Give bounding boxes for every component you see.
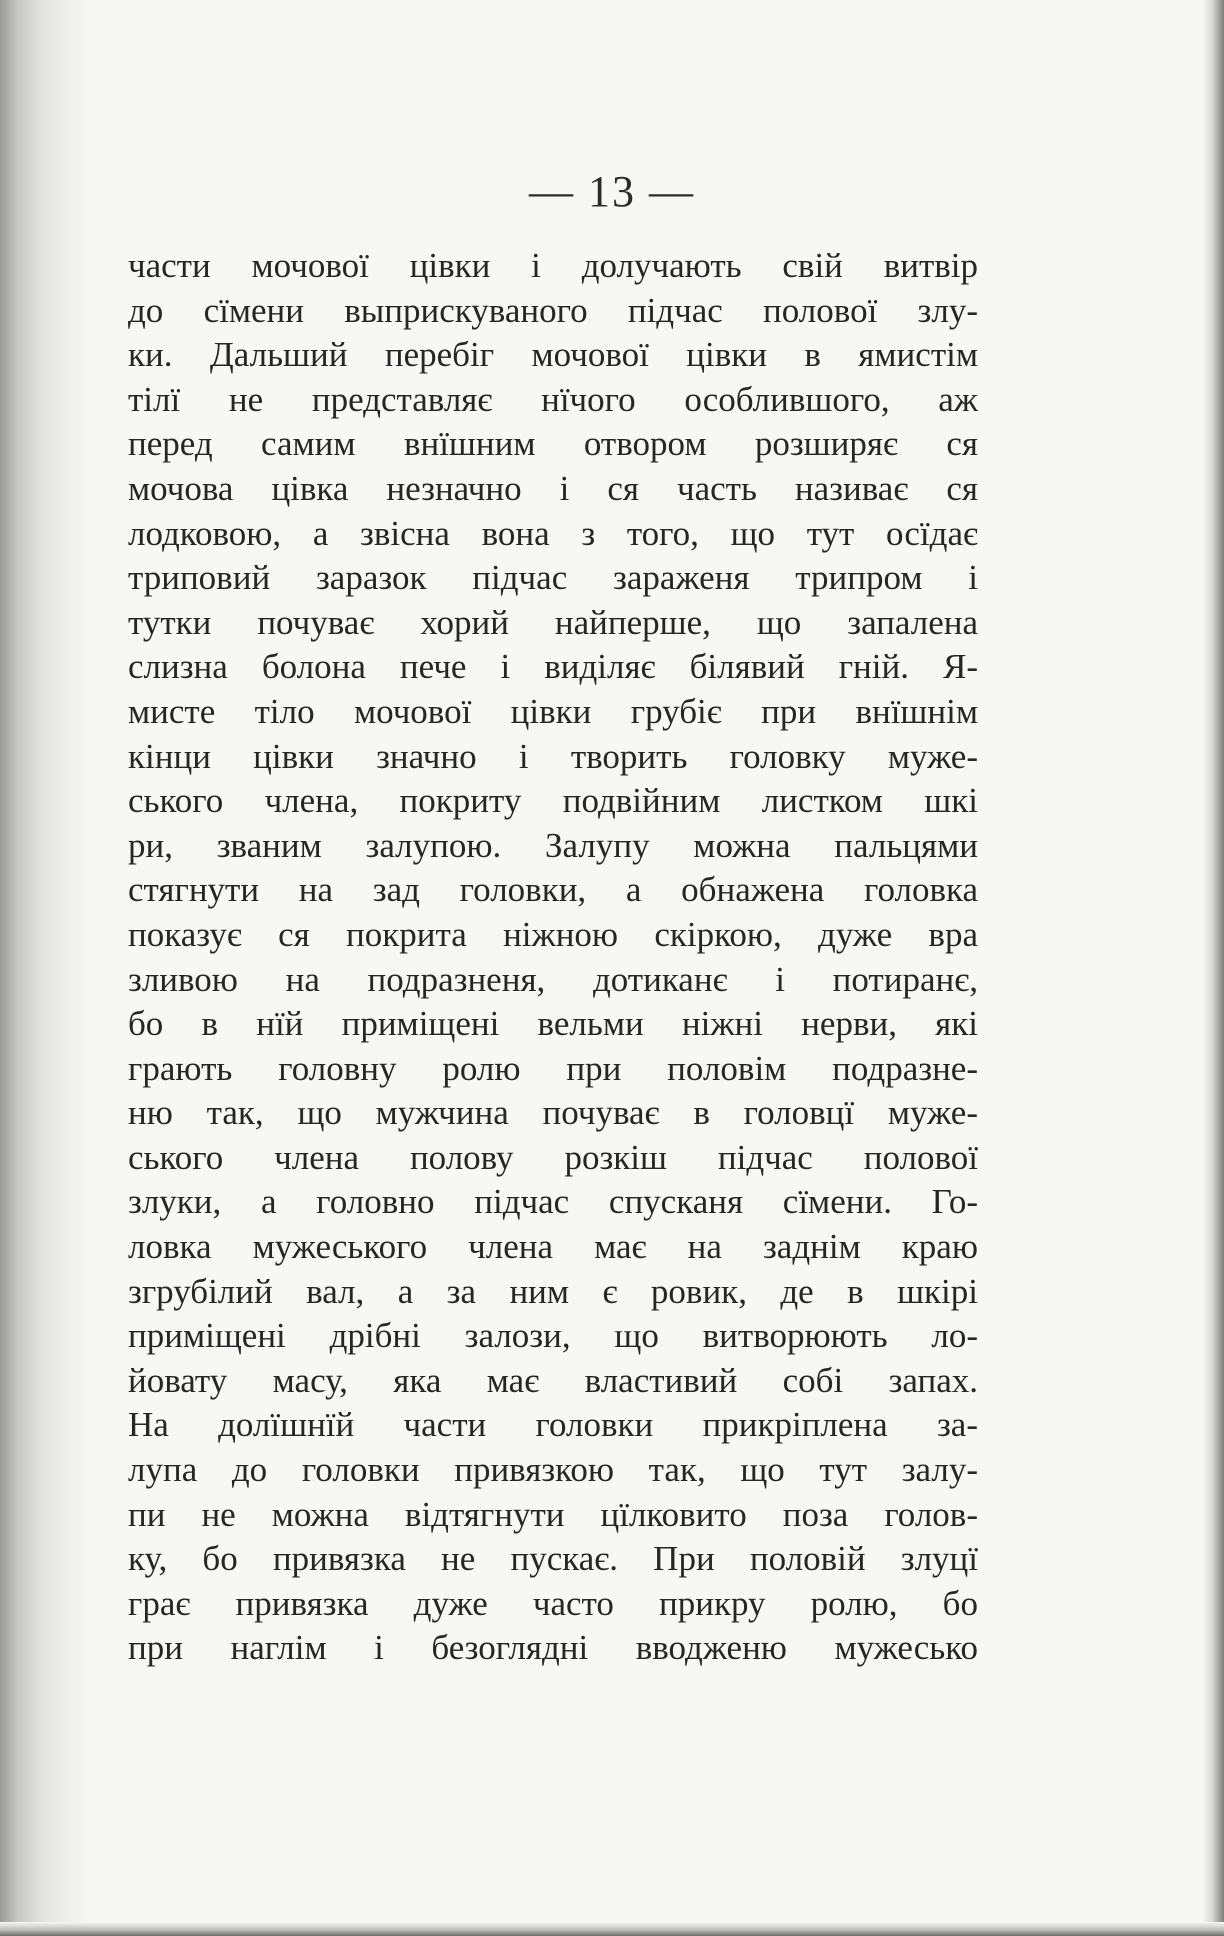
text-line-20: ню так, що мужчина почуває в головцї муже-	[128, 1093, 978, 1133]
text-line-24: згрубілий вал, а за ним є ровик, де в шкірі	[128, 1271, 978, 1311]
text-line-6: мочова цівка незначно і ся часть називає ся	[128, 468, 978, 508]
text-line-29: пи не можна відтягнути цїлковито поза голов-	[128, 1494, 978, 1534]
text-line-13: ського члена, покриту подвійним листком шкі	[128, 781, 978, 821]
text-line-19: грають головну ролю при половім подразне-	[128, 1048, 978, 1088]
text-line-17: зливою на подразненя, дотиканє і потиранє,	[128, 959, 978, 999]
text-line-21: ського члена полову розкіш підчас полової	[128, 1137, 978, 1177]
body-text	[128, 244, 978, 1671]
text-line-28: лупа до головки привязкою так, що тут залу-	[128, 1450, 978, 1490]
text-line-18: бо в нїй приміщені вельми ніжні нерви, які	[128, 1004, 978, 1044]
text-line-30: ку, бо привязка не пускає. При половій злуцї	[128, 1539, 978, 1579]
text-line-16: показує ся покрита ніжною скіркою, дуже вра	[128, 914, 978, 954]
text-line-22: злуки, а головно підчас спусканя сїмени. Го-	[128, 1182, 978, 1222]
text-line-15: стягнути на зад головки, а обнажена головка	[128, 870, 978, 910]
page-bottom-edge	[0, 1922, 1224, 1936]
text-line-8: триповий заразок підчас зараженя трипром і	[128, 558, 978, 598]
page-number: — 13 —	[529, 167, 695, 216]
text-line-11: мисте тіло мочової цівки грубіє при внїшнім	[128, 691, 978, 731]
text-line-12: кінци цівки значно і творить головку муже-	[128, 736, 978, 776]
binding-shadow	[0, 0, 90, 1936]
text-line-3: ки. Дальший перебіг мочової цівки в ямистім	[128, 335, 978, 375]
text-line-27: На долїшнїй части головки прикріплена за-	[128, 1405, 978, 1445]
text-line-5: перед самим внїшним отвором розширяє ся	[128, 424, 978, 464]
text-line-32: при наглім і безоглядні вводженю мужесько	[128, 1628, 978, 1668]
text-line-10: слизна болона пече і виділяє білявий гній. Я-	[128, 647, 978, 687]
text-line-9: тутки почуває хорий найперше, що запалена	[128, 602, 978, 642]
text-line-26: йовату масу, яка має властивий собі запах.	[128, 1360, 978, 1400]
text-line-7: лодковою, а звісна вона з того, що тут осїдає	[128, 513, 978, 553]
text-line-14: ри, званим залупою. Залупу можна пальцями	[128, 825, 978, 865]
text-line-4: тілї не представляє нїчого особлившого, аж	[128, 379, 978, 419]
text-line-25: приміщені дрібні залози, що витворюють ло-	[128, 1316, 978, 1356]
text-line-2: до сїмени выприскуваного підчас полової злу-	[128, 290, 978, 330]
text-line-1: части мочової цівки і долучають свій витвір	[128, 246, 978, 285]
text-line-23: ловка мужеського члена має на заднім краю	[128, 1227, 978, 1267]
text-line-31: грає привязка дуже часто прикру ролю, бо	[128, 1583, 978, 1623]
page-right-edge	[1202, 0, 1224, 1936]
